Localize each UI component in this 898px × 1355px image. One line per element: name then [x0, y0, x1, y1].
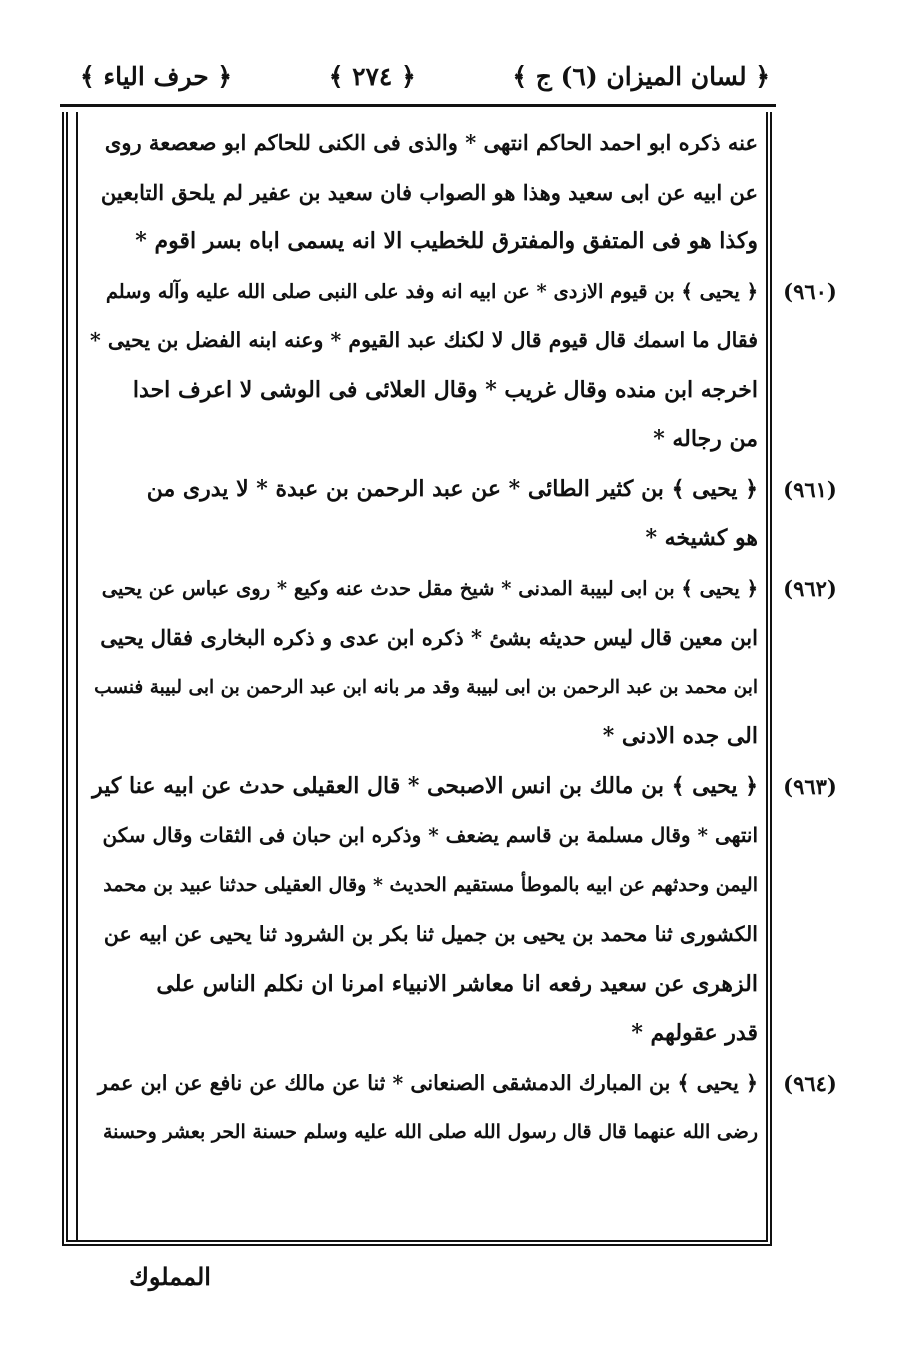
text-line: انتهى * وقال مسلمة بن قاسم يضعف * وذكره ابن حبان فى الثقات وقال سكن — [102, 823, 758, 847]
text-line: ﴿ يحيى ﴾ بن المبارك الدمشقى الصنعانى * ثنا عن مالك عن نافع عن ابن عمر — [97, 1070, 758, 1095]
text-line: من رجاله * — [653, 426, 758, 452]
page-number: ﴿ ٢٧٤ ﴾ — [328, 61, 416, 91]
footer-catchword: المملوك — [129, 1262, 211, 1291]
text-line: رضى الله عنهما قال قال رسول الله صلى الله عليه وسلم حسنة الحر بعشر وحسنة — [103, 1121, 758, 1143]
text-line: الكشورى ثنا محمد بن يحيى بن جميل ثنا بكر بن الشرود ثنا يحيى عن ابيه عن — [103, 922, 758, 946]
text-line: ﴿ يحيى ﴾ بن مالك بن انس الاصبحى * قال العقيلى حدث عن ابيه عنا كير — [92, 772, 758, 799]
body-text — [90, 118, 758, 1228]
text-line: هو كشيخه * — [645, 525, 758, 551]
text-line: الزهرى عن سعيد رفعه انا معاشر الانبياء امرنا ان نكلم الناس على — [156, 970, 758, 997]
text-line: عنه ذكره ابو احمد الحاكم انتهى * والذى فى الكنى للحاكم ابو صعصعة روى — [104, 130, 758, 155]
entry-number: (٩٦٤) — [783, 1070, 837, 1096]
entry-number: (٩٦٢) — [783, 575, 837, 601]
text-line: اليمن وحدثهم عن ابيه بالموطأ مستقيم الحديث * وقال العقيلى حدثنا عبيد بن محمد — [103, 873, 758, 896]
text-line: اخرجه ابن منده وقال غريب * وقال العلائى فى الوشى لا اعرف احدا — [132, 376, 758, 403]
page-header — [80, 52, 770, 100]
entry-number: (٩٦٣) — [783, 773, 837, 799]
text-line: ﴿ يحيى ﴾ بن كثير الطائى * عن عبد الرحمن بن عبدة * لا يدرى من — [146, 475, 758, 502]
frame-inner-line — [76, 112, 78, 1240]
section-title: ﴿ حرف الياء ﴾ — [80, 61, 233, 91]
header-rule — [60, 104, 776, 107]
text-line: فقال ما اسمك قال قيوم قال لا لكنك عبد القيوم * وعنه ابنه الفضل بن يحيى * — [90, 328, 758, 352]
text-line: قدر عقولهم * — [631, 1020, 758, 1046]
text-line: ابن محمد بن عبد الرحمن بن ابى لبيبة وقد مر بانه ابن عبد الرحمن بن ابى لبيبة فنسب — [94, 676, 758, 698]
text-line: ﴿ يحيى ﴾ بن ابى لبيبة المدنى * شيخ مقل حدث عنه وكيع * روى عباس عن يحيى — [101, 576, 758, 600]
text-line: الى جده الادنى * — [602, 723, 758, 749]
text-line: عن ابيه عن ابى سعيد وهذا هو الصواب فان سعيد بن عفير لم يلحق التابعين — [100, 179, 758, 205]
entry-number: (٩٦١) — [783, 476, 837, 502]
text-line: ابن معين قال ليس حديثه بشئ * ذكره ابن عدى و ذكره البخارى فقال يحيى — [100, 625, 758, 650]
text-line: ﴿ يحيى ﴾ بن قيوم الازدى * عن ابيه انه وفد على النبى صلى الله عليه وآله وسلم — [105, 279, 758, 303]
entry-numbers-column — [770, 118, 850, 1228]
text-line: وكذا هو فى المتفق والمفترق للخطيب الا انه يسمى اباه بسر اقوم * — [135, 228, 758, 254]
entry-number: (٩٦٠) — [783, 278, 837, 304]
book-title: ﴿ لسان الميزان (٦) ج ﴾ — [512, 61, 770, 91]
